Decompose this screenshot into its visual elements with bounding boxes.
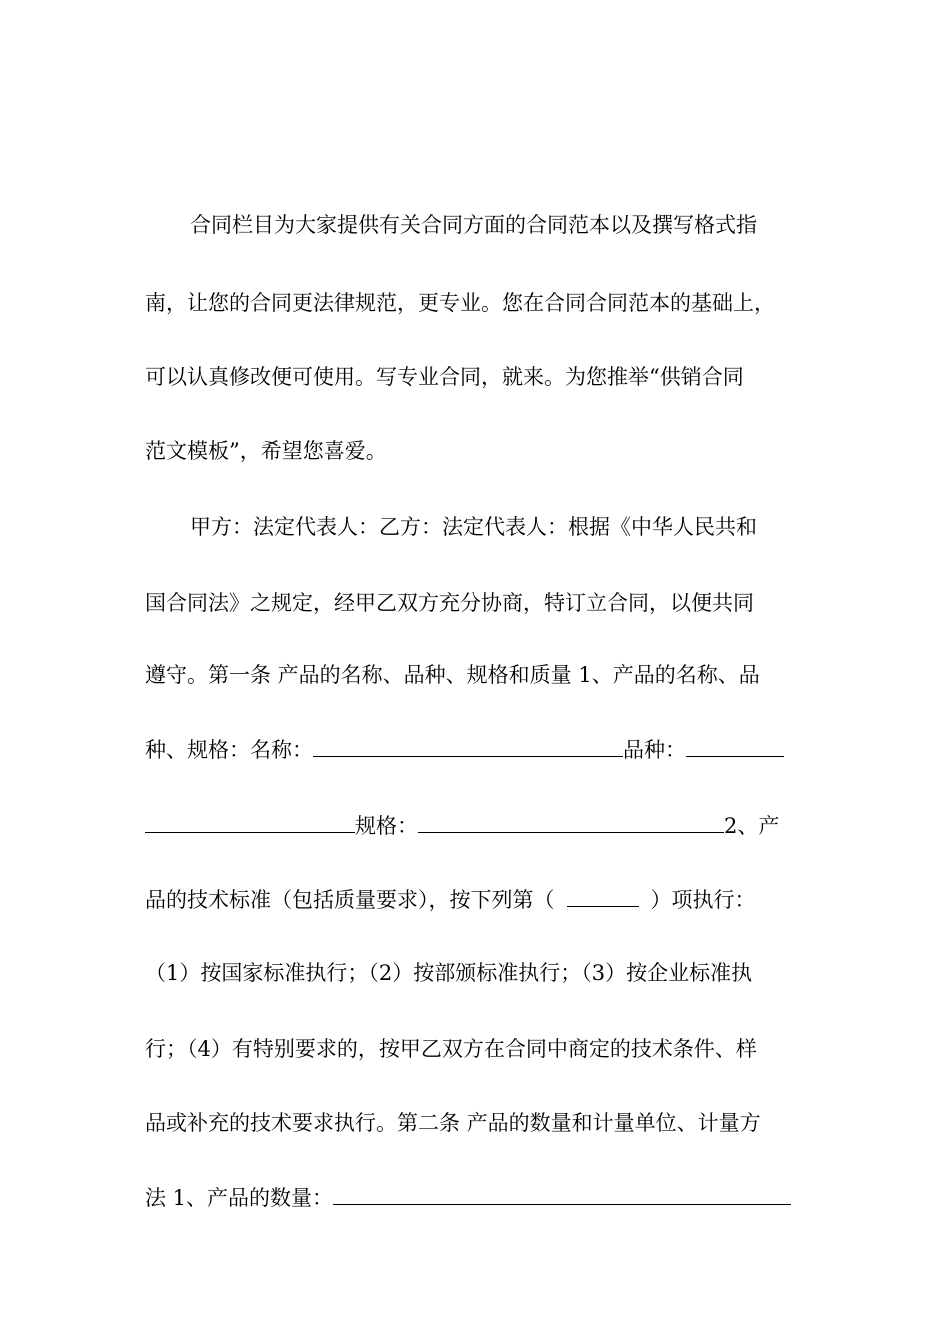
name-blank[interactable] (313, 734, 623, 757)
spec-blank[interactable] (418, 810, 724, 833)
standard-line (145, 884, 756, 914)
paragraph-2-line-3: 遵守。第一条 产品的名称、品种、规格和质量 1、产品的名称、品 (145, 663, 760, 687)
quantity-label: 法 1、产品的数量： (145, 1186, 334, 1210)
body-line-3: 品或补充的技术要求执行。第二条 产品的数量和计量单位、计量方 (145, 1111, 761, 1135)
variety-blank-continued[interactable] (145, 810, 355, 833)
quantity-line (145, 1182, 791, 1212)
standard-item-blank[interactable] (567, 884, 639, 907)
paragraph-2-line-2: 国合同法》之规定，经甲乙双方充分协商，特订立合同，以便共同 (145, 591, 754, 615)
spec-label: 规格： (355, 814, 418, 838)
paragraph-2-line-1: 甲方：法定代表人：乙方：法定代表人：根据《中华人民共和 (190, 515, 757, 539)
quantity-blank[interactable] (333, 1182, 791, 1205)
name-label: 种、规格：名称： (145, 738, 313, 762)
name-variety-line (145, 734, 784, 764)
paragraph-1-line-3: 可以认真修改便可使用。写专业合同，就来。为您推举“供销合同 (145, 365, 744, 389)
variety-label: 品种： (623, 738, 686, 762)
spec-line-suffix: 2、产 (724, 814, 780, 838)
variety-blank[interactable] (686, 734, 784, 757)
paragraph-1-line-2: 南，让您的合同更法律规范，更专业。您在合同合同范本的基础上， (145, 291, 775, 315)
paragraph-1-line-1: 合同栏目为大家提供有关合同方面的合同范本以及撰写格式指 (190, 213, 757, 237)
spec-line (145, 810, 779, 840)
body-line-2: 行；（4）有特别要求的，按甲乙双方在合同中商定的技术条件、样 (145, 1037, 757, 1061)
standard-suffix: ）项执行： (650, 888, 756, 912)
standard-label: 品的技术标准（包括质量要求），按下列第（ (145, 888, 555, 912)
body-line-1: （1）按国家标准执行；（2）按部颁标准执行；（3）按企业标准执 (145, 961, 753, 985)
paragraph-1-line-4: 范文模板”，希望您喜爱。 (145, 439, 387, 463)
